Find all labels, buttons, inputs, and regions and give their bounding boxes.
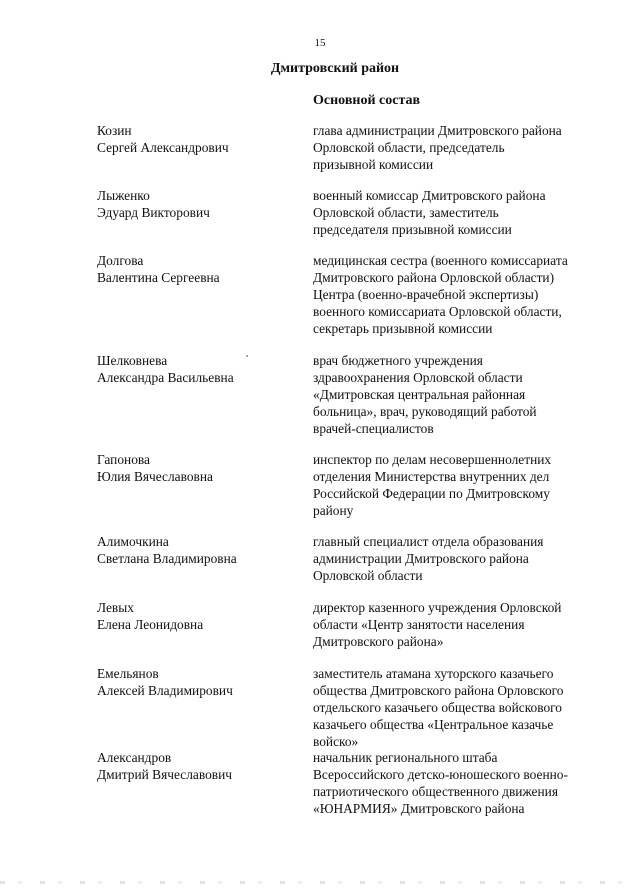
member-surname: Лыженко bbox=[97, 188, 150, 203]
member-given-names: Сергей Александрович bbox=[97, 140, 229, 155]
member-given-names: Елена Леонидовна bbox=[97, 617, 204, 632]
position-line: отдельского казачьего общества войскового bbox=[313, 700, 562, 715]
member-position bbox=[313, 451, 603, 519]
member-name bbox=[97, 352, 297, 386]
position-line: здравоохранения Орловской области bbox=[313, 370, 523, 385]
position-line: больница», врач, руководящий работой bbox=[313, 404, 537, 419]
position-line: Дмитровского района» bbox=[313, 634, 444, 649]
member-surname: Козин bbox=[97, 123, 132, 138]
position-line: военного комиссариата Орловской области, bbox=[313, 304, 562, 319]
position-line: Центра (военно-врачебной экспертизы) bbox=[313, 287, 539, 302]
member-position bbox=[313, 252, 603, 337]
position-line: Российской Федерации по Дмитровскому bbox=[313, 486, 550, 501]
member-position bbox=[313, 352, 603, 437]
member-position bbox=[313, 122, 603, 173]
member-name bbox=[97, 533, 297, 567]
member-given-names: Дмитрий Вячеславович bbox=[97, 767, 232, 782]
member-given-names: Александра Васильевна bbox=[97, 370, 234, 385]
page-number: 15 bbox=[314, 37, 326, 49]
member-position bbox=[313, 187, 603, 238]
member-name bbox=[97, 122, 297, 156]
district-title: Дмитровский район bbox=[270, 61, 400, 76]
member-name bbox=[97, 665, 297, 699]
member-surname: Гапонова bbox=[97, 452, 150, 467]
position-line: Орловской области bbox=[313, 568, 423, 583]
member-name bbox=[97, 187, 297, 221]
position-line: району bbox=[313, 503, 354, 518]
member-surname: Александров bbox=[97, 750, 172, 765]
position-line: инспектор по делам несовершеннолетних bbox=[313, 452, 552, 467]
position-line: секретарь призывной комиссии bbox=[313, 321, 493, 336]
position-line: отделения Министерства внутренних дел bbox=[313, 469, 550, 484]
position-line: «ЮНАРМИЯ» Дмитровского района bbox=[313, 801, 525, 816]
member-given-names: Эдуард Викторович bbox=[97, 205, 210, 220]
member-name bbox=[97, 451, 297, 485]
member-name bbox=[97, 599, 297, 633]
position-line: начальник регионального штаба bbox=[313, 750, 498, 765]
position-line: медицинская сестра (военного комиссариата bbox=[313, 253, 568, 268]
member-given-names: Светлана Владимировна bbox=[97, 551, 237, 566]
member-position bbox=[313, 599, 603, 650]
position-line: казачьего общества «Центральное казачье bbox=[313, 717, 554, 732]
scan-edge-noise bbox=[0, 881, 640, 884]
position-line: врач бюджетного учреждения bbox=[313, 353, 483, 368]
member-name bbox=[97, 749, 297, 783]
position-line: Всероссийского детско-юношеского военно- bbox=[313, 767, 568, 782]
position-line: общества Дмитровского района Орловского bbox=[313, 683, 564, 698]
position-line: области «Центр занятости населения bbox=[313, 617, 525, 632]
position-line: администрации Дмитровского района bbox=[313, 551, 529, 566]
position-line: военный комиссар Дмитровского района bbox=[313, 188, 546, 203]
position-line: «Дмитровская центральная районная bbox=[313, 387, 526, 402]
position-line: патриотического общественного движения bbox=[313, 784, 558, 799]
position-line: директор казенного учреждения Орловской bbox=[313, 600, 562, 615]
position-line: Орловской области, председатель bbox=[313, 140, 505, 155]
member-given-names: Валентина Сергеевна bbox=[97, 270, 220, 285]
position-line: заместитель атамана хуторского казачьего bbox=[313, 666, 554, 681]
member-name bbox=[97, 252, 297, 286]
member-surname: Алимочкина bbox=[97, 534, 169, 549]
position-line: Дмитровского района Орловской области) bbox=[313, 270, 555, 285]
member-surname: Долгова bbox=[97, 253, 144, 268]
scan-dot bbox=[246, 355, 248, 357]
member-position bbox=[313, 533, 603, 584]
member-surname: Емельянов bbox=[97, 666, 159, 681]
member-position bbox=[313, 749, 603, 817]
position-line: врачей-специалистов bbox=[313, 421, 434, 436]
member-position bbox=[313, 665, 603, 750]
position-line: главный специалист отдела образования bbox=[313, 534, 544, 549]
position-line: войско» bbox=[313, 734, 359, 749]
position-line: Орловской области, заместитель bbox=[313, 205, 499, 220]
member-surname: Шелковнева bbox=[97, 353, 168, 368]
member-surname: Левых bbox=[97, 600, 134, 615]
member-given-names: Алексей Владимирович bbox=[97, 683, 233, 698]
position-line: призывной комиссии bbox=[313, 157, 434, 172]
position-line: председателя призывной комиссии bbox=[313, 222, 512, 237]
position-line: глава администрации Дмитровского района bbox=[313, 123, 562, 138]
member-given-names: Юлия Вячеславовна bbox=[97, 469, 213, 484]
section-title: Основной состав bbox=[313, 93, 421, 108]
